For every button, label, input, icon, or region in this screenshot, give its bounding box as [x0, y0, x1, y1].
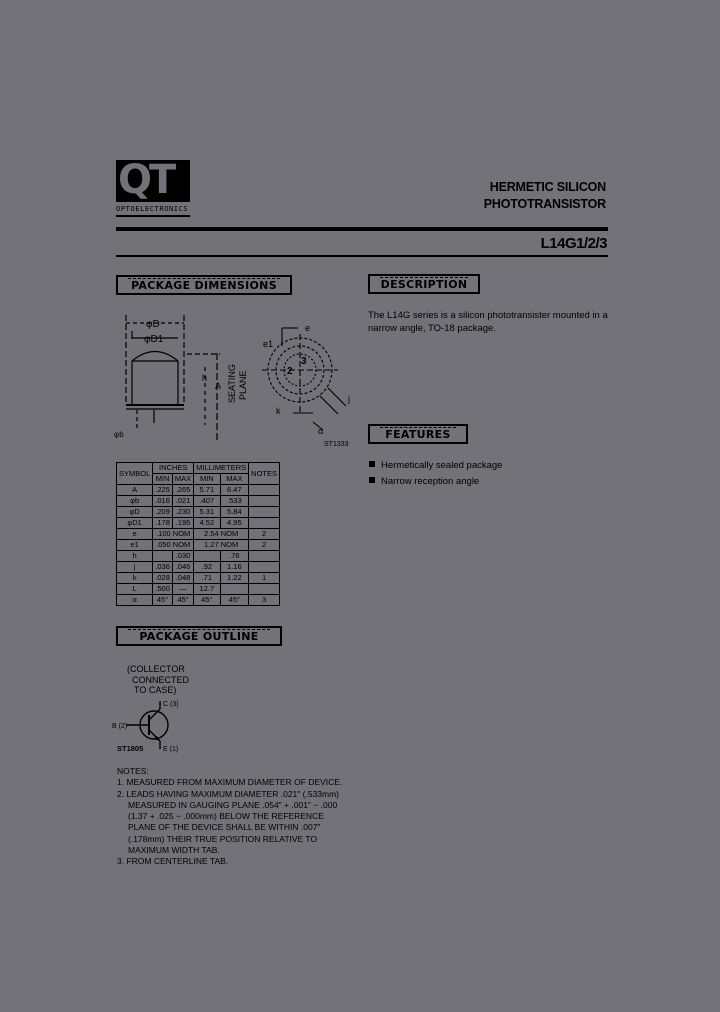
- section-description: [368, 274, 480, 294]
- bottom-view-drawing: [258, 318, 358, 448]
- logo-underline: [116, 215, 190, 217]
- feature-text: Hermetically sealed package: [381, 460, 503, 471]
- cell-note: 3: [249, 595, 280, 606]
- cell-in-nom: .100 NOM: [153, 529, 194, 540]
- cell-mm-min: .407: [194, 496, 220, 507]
- cell-in-min: .500: [153, 584, 173, 595]
- cell-symbol: α: [117, 595, 153, 606]
- cell-symbol: φD: [117, 507, 153, 518]
- table-row: [117, 551, 280, 562]
- note-line: MAXIMUM WIDTH TAB.: [128, 845, 220, 856]
- label-alpha: α: [318, 426, 324, 436]
- label-seating: SEATING: [227, 364, 237, 403]
- cell-note: [249, 485, 280, 496]
- caption-line-1: (COLLECTOR: [127, 664, 185, 674]
- table-row: [117, 518, 280, 529]
- features-list: [369, 458, 609, 490]
- notes-heading: NOTES:: [117, 766, 149, 776]
- note-line: 2. LEADS HAVING MAXIMUM DIAMETER .021" (.533mm): [117, 788, 340, 799]
- section-heading: DESCRIPTION: [380, 278, 468, 291]
- logo-subtext: OPTOELECTRONICS: [116, 205, 189, 213]
- table-row: [117, 485, 280, 496]
- header-inches: INCHES: [153, 463, 194, 474]
- header-millimeters: MILLIMETERS: [194, 463, 249, 474]
- cell-in-max: .021: [172, 496, 193, 507]
- table-row: [117, 496, 280, 507]
- cell-mm-min: 12.7: [194, 584, 220, 595]
- cell-note: 2: [249, 540, 280, 551]
- cell-symbol: h: [117, 551, 153, 562]
- outline-drawing-id: ST1805: [117, 744, 144, 753]
- cell-mm-min: [194, 551, 220, 562]
- cell-note: 2: [249, 529, 280, 540]
- label-k: k: [276, 406, 281, 416]
- header-in-min: MIN: [153, 474, 173, 485]
- cell-note: [249, 518, 280, 529]
- cell-mm-nom: 2.54 NOM: [194, 529, 249, 540]
- caption-line-2: CONNECTED: [132, 674, 190, 685]
- bullet-icon: [369, 477, 375, 483]
- cell-in-nom: .050 NOM: [153, 540, 194, 551]
- cell-symbol: j: [117, 562, 153, 573]
- cell-note: 1: [249, 573, 280, 584]
- note-line: PLANE OF THE DEVICE SHALL BE WITHIN .007": [128, 822, 321, 833]
- label-pin-2: 2: [287, 366, 293, 377]
- label-phi-b: φb: [114, 430, 124, 439]
- part-number: L14G1/2/3: [540, 235, 607, 252]
- cell-symbol: k: [117, 573, 153, 584]
- cell-mm-max: .533: [220, 496, 249, 507]
- cell-in-min: .028: [153, 573, 173, 584]
- cell-in-max: —: [172, 584, 193, 595]
- note-line: 1. MEASURED FROM MAXIMUM DIAMETER OF DEVICE.: [117, 777, 343, 788]
- cell-symbol: e1: [117, 540, 153, 551]
- cell-note: [249, 496, 280, 507]
- note-line: (1.37 + .025 − .000mm) BELOW THE REFERENCE: [128, 811, 324, 822]
- document-title: [484, 179, 606, 213]
- cell-note: [249, 507, 280, 518]
- label-a: A: [215, 381, 222, 391]
- header-notes: NOTES: [249, 463, 280, 485]
- drawing-id: ST1333: [324, 441, 349, 448]
- title-line-1: HERMETIC SILICON: [489, 180, 606, 194]
- list-item: [369, 458, 609, 474]
- cell-mm-min: .92: [194, 562, 220, 573]
- cell-in-min: .225: [153, 485, 173, 496]
- cell-in-min: .209: [153, 507, 173, 518]
- section-heading: PACKAGE OUTLINE: [128, 629, 270, 645]
- cell-symbol: φD1: [117, 518, 153, 529]
- cell-note: [249, 562, 280, 573]
- feature-text: Narrow reception angle: [381, 476, 480, 487]
- cell-in-max: .030: [172, 551, 193, 562]
- table-row: [117, 540, 280, 551]
- cell-mm-max: 5.84: [220, 507, 249, 518]
- description-text: [368, 309, 618, 335]
- cell-in-max: .230: [172, 507, 193, 518]
- pin-collector-label: C (3): [163, 701, 179, 708]
- description-line-1: The L14G series is a silicon phototransister mounted in a: [368, 310, 608, 321]
- header-symbol: SYMBOL: [117, 463, 153, 485]
- cell-in-max: .048: [172, 573, 193, 584]
- cell-note: [249, 584, 280, 595]
- pin-base-label: B (2): [112, 723, 128, 730]
- section-package-outline: [116, 626, 282, 646]
- cell-mm-max: [220, 584, 249, 595]
- cell-in-min: .178: [153, 518, 173, 529]
- section-heading: PACKAGE DIMENSIONS: [128, 278, 280, 294]
- cell-in-max: .046: [172, 562, 193, 573]
- outline-caption: [127, 664, 189, 696]
- bullet-icon: [369, 461, 375, 467]
- cell-symbol: L: [117, 584, 153, 595]
- qt-logo: [116, 157, 190, 218]
- table-row: [117, 573, 280, 584]
- cell-mm-min: 45°: [194, 595, 220, 606]
- list-item: [369, 474, 609, 490]
- cell-symbol: e: [117, 529, 153, 540]
- note-line: MEASURED IN GAUGING PLANE .054" + .001" − .000: [128, 799, 338, 810]
- cell-in-min: .036: [153, 562, 173, 573]
- cell-mm-max: 45°: [220, 595, 249, 606]
- cell-mm-max: 4.95: [220, 518, 249, 529]
- caption-line-3: TO CASE): [134, 685, 177, 695]
- label-plane: PLANE: [238, 370, 248, 400]
- cell-mm-min: 4.52: [194, 518, 220, 529]
- header-mm-max: MAX: [220, 474, 249, 485]
- table-row: [117, 507, 280, 518]
- cell-symbol: φb: [117, 496, 153, 507]
- cell-in-max: 45°: [172, 595, 193, 606]
- label-h: h: [202, 373, 208, 383]
- cell-mm-min: 5.31: [194, 507, 220, 518]
- dimensions-table: [116, 462, 280, 606]
- cell-symbol: A: [117, 485, 153, 496]
- cell-mm-max: 1.22: [220, 573, 249, 584]
- header-mm-min: MIN: [194, 474, 220, 485]
- header-in-max: MAX: [172, 474, 193, 485]
- cell-note: [249, 551, 280, 562]
- cell-in-min: 45°: [153, 595, 173, 606]
- logo-letters: QT: [118, 157, 174, 203]
- section-package-dimensions: [116, 275, 292, 295]
- cell-mm-max: 6.47: [220, 485, 249, 496]
- cell-in-min: [153, 551, 173, 562]
- cell-mm-min: .71: [194, 573, 220, 584]
- note-line: 3. FROM CENTERLINE TAB.: [117, 856, 229, 867]
- cell-in-min: .016: [153, 496, 173, 507]
- label-phi-d: φD: [146, 319, 160, 330]
- note-line: (.178mm) THEIR TRUE POSITION RELATIVE TO: [128, 833, 318, 844]
- header-rule-thick: [116, 227, 608, 231]
- cell-mm-min: 5.71: [194, 485, 220, 496]
- label-j: j: [348, 394, 350, 404]
- section-features: [368, 424, 468, 444]
- table-row: [117, 562, 280, 573]
- table-row: [117, 584, 280, 595]
- table-row: [117, 595, 280, 606]
- label-phi-d1: φD1: [144, 334, 164, 345]
- cell-mm-nom: 1.27 NOM: [194, 540, 249, 551]
- cell-mm-max: 1.16: [220, 562, 249, 573]
- label-e1: e1: [263, 339, 274, 349]
- cell-mm-max: .76: [220, 551, 249, 562]
- section-heading: FEATURES: [380, 427, 456, 443]
- table-header-row: [117, 463, 280, 474]
- title-line-2: PHOTOTRANSISTOR: [483, 197, 606, 211]
- side-view-drawing: [112, 305, 252, 447]
- pin-emitter-label: E (1): [163, 746, 179, 753]
- label-e: e: [305, 323, 311, 333]
- notes: [117, 766, 367, 868]
- cell-in-max: .265: [172, 485, 193, 496]
- cell-in-max: .195: [172, 518, 193, 529]
- header-rule-thin: [116, 255, 608, 257]
- table-row: [117, 529, 280, 540]
- label-pin-3: 3: [301, 356, 307, 367]
- description-line-2: narrow angle, TO-18 package.: [368, 323, 496, 334]
